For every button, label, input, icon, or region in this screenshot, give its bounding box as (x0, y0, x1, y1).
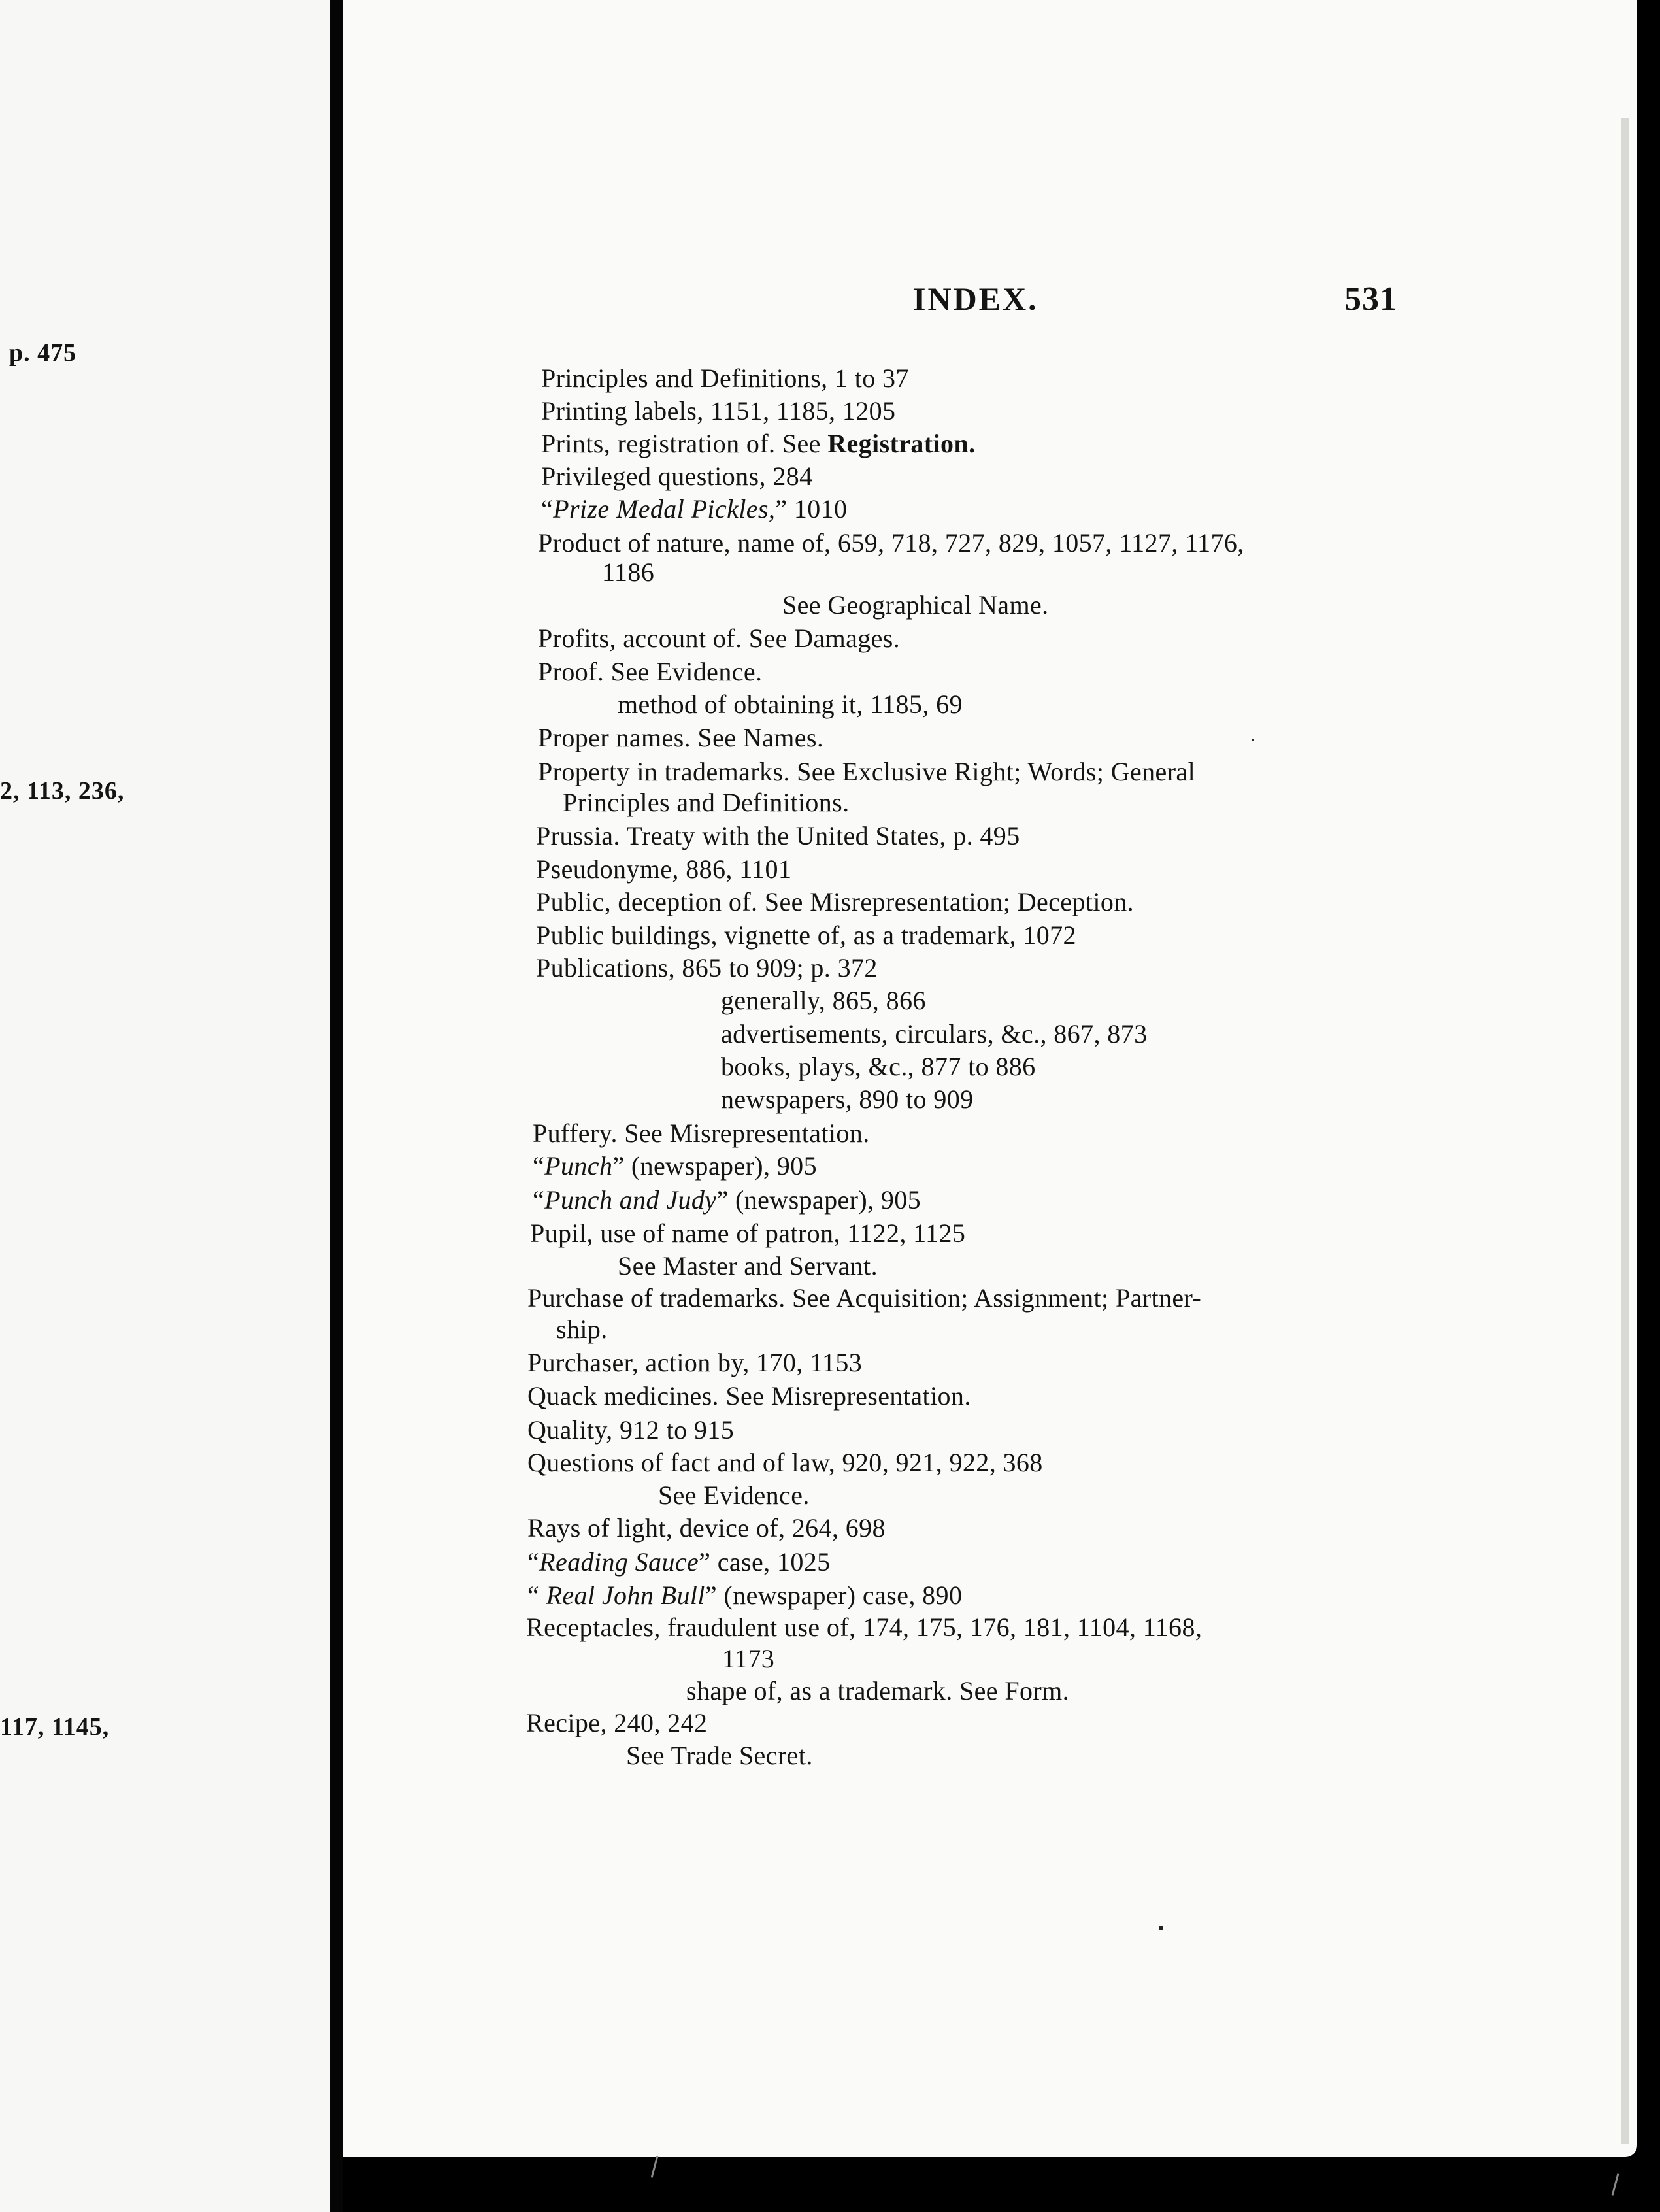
index-entry (527, 1415, 734, 1446)
index-entry-text: ” (newspaper) case, 890 (705, 1581, 963, 1610)
index-entry-text: Public buildings, vignette of, as a trademark, 1072 (536, 920, 1076, 950)
index-entry (536, 952, 878, 984)
index-entry (527, 1513, 886, 1544)
left-page-fragment: 2, 113, 236, (0, 777, 125, 805)
index-entry (527, 1381, 971, 1412)
index-entry-text: Pupil, use of name of patron, 1122, 1125 (530, 1218, 966, 1248)
index-entry-text: Prize Medal Pickles, (553, 494, 776, 524)
index-entry (721, 1051, 1036, 1082)
book-gutter (330, 0, 343, 2212)
index-entry (618, 1250, 878, 1282)
index-entry-text: ” 1010 (775, 494, 848, 524)
index-entry-text: ” (newspaper), 905 (716, 1185, 921, 1215)
film-scratch (651, 2156, 659, 2178)
index-entry (721, 985, 926, 1016)
index-entry-text: Real John Bull (546, 1581, 705, 1610)
index-entry (536, 886, 1134, 918)
index-entry-text: “ (527, 1547, 540, 1577)
index-entry (536, 920, 1076, 951)
index-entry-text: Recipe, 240, 242 (526, 1708, 708, 1737)
index-entry-text: Pseudonyme, 886, 1101 (536, 854, 792, 884)
index-entry (602, 557, 654, 588)
index-entry (538, 722, 823, 754)
index-entry-text: Privileged questions, 284 (541, 461, 813, 491)
index-entry (527, 1347, 862, 1379)
index-entry-text: Prussia. Treaty with the United States, p. 495 (536, 821, 1020, 850)
index-entry (721, 1084, 974, 1115)
index-entry-text: Principles and Definitions, 1 to 37 (541, 363, 909, 393)
index-entry-text: Profits, account of. See Damages. (538, 624, 901, 653)
index-entry-text: Punch and Judy (544, 1185, 717, 1215)
page-number: 531 (1344, 280, 1397, 318)
index-entry (541, 363, 909, 394)
index-entry-text: Principles and Definitions. (563, 788, 850, 817)
index-entry (782, 590, 1049, 621)
index-entry-text: Purchase of trademarks. See Acquisition; Assignment; Partner- (527, 1283, 1202, 1313)
index-entry (541, 395, 895, 427)
index-entry (530, 1218, 965, 1249)
ink-speck (1159, 1926, 1163, 1930)
index-entry-text: “ (533, 1185, 545, 1215)
index-entry (556, 1314, 608, 1345)
index-entry (722, 1643, 774, 1675)
index-entry (536, 854, 791, 885)
page-edge (1621, 118, 1629, 2144)
film-scratch (1612, 2173, 1619, 2196)
index-entry-text: See Master and Servant. (618, 1251, 878, 1281)
index-entry-text: Quality, 912 to 915 (527, 1415, 735, 1445)
index-entry-text: Receptacles, fraudulent use of, 174, 175, 176, 181, 1104, 1168, (526, 1613, 1203, 1642)
index-entry-text: Punch (544, 1151, 613, 1181)
index-entry-text: “ (527, 1581, 546, 1610)
index-entry-text: Rays of light, device of, 264, 698 (527, 1513, 886, 1543)
index-entry-text: See Geographical Name. (782, 590, 1049, 620)
index-entry-text: advertisements, circulars, &c., 867, 873 (721, 1019, 1148, 1048)
index-entry (658, 1480, 810, 1511)
index-entry-text: Product of nature, name of, 659, 718, 727, 829, 1057, 1127, 1176, (538, 528, 1244, 558)
index-entry (541, 428, 975, 460)
index-entry-text: ” case, 1025 (699, 1547, 831, 1577)
index-entry-text: shape of, as a trademark. See Form. (686, 1676, 1070, 1705)
index-entry-text: Printing labels, 1151, 1185, 1205 (541, 396, 896, 426)
index-entry-text: Property in trademarks. See Exclusive Right; Words; General (538, 757, 1196, 786)
index-entry (533, 1150, 817, 1182)
index-entry (626, 1740, 813, 1771)
index-entry-text: method of obtaining it, 1185, 69 (618, 690, 963, 719)
left-page-fragment: p. 475 (9, 339, 77, 367)
index-entry (527, 1447, 1043, 1479)
index-entry (526, 1612, 1202, 1643)
index-entry-text: Public, deception of. See Misrepresentation; Deception. (536, 887, 1135, 916)
right-page (343, 0, 1637, 2157)
index-entry (538, 623, 900, 654)
index-entry (541, 494, 847, 525)
index-entry-text: Registration. (827, 429, 976, 458)
index-entry (527, 1580, 962, 1611)
index-entry-text: “ (533, 1151, 545, 1181)
index-entry-text: Puffery. See Misrepresentation. (533, 1118, 870, 1148)
left-page (0, 0, 330, 2212)
index-entry-text: Purchaser, action by, 170, 1153 (527, 1348, 863, 1377)
index-entry-text: 1186 (602, 558, 655, 587)
running-head: INDEX. (913, 280, 1038, 317)
index-entry (536, 820, 1020, 852)
index-entry-text: Prints, registration of. See (541, 429, 828, 458)
index-entry (527, 1282, 1201, 1314)
index-entry-text: newspapers, 890 to 909 (721, 1084, 974, 1114)
index-entry-text: Publications, 865 to 909; p. 372 (536, 953, 878, 982)
index-entry-text: generally, 865, 866 (721, 986, 926, 1015)
index-entry-text: “ (541, 494, 554, 524)
ink-speck (1252, 739, 1254, 741)
index-entry (541, 461, 813, 492)
left-page-fragment: 117, 1145, (0, 1713, 110, 1741)
index-entry (526, 1707, 707, 1739)
index-entry-text: books, plays, &c., 877 to 886 (721, 1052, 1036, 1081)
index-entry (538, 656, 762, 688)
index-entry-text: ” (newspaper), 905 (612, 1151, 817, 1181)
index-entry-text: ship. (556, 1315, 608, 1344)
index-entry-text: Quack medicines. See Misrepresentation. (527, 1381, 971, 1411)
index-entry (538, 756, 1195, 788)
index-entry-text: See Trade Secret. (626, 1741, 813, 1770)
index-entry-text: Questions of fact and of law, 920, 921, 922, 368 (527, 1448, 1043, 1477)
index-entry (618, 689, 963, 720)
index-entry-text: Proof. See Evidence. (538, 657, 763, 686)
index-entry (563, 787, 850, 818)
index-entry-text: See Evidence. (658, 1481, 810, 1510)
index-entry-text: 1173 (722, 1644, 775, 1673)
index-entry (538, 528, 1244, 559)
index-entry-text: Proper names. See Names. (538, 723, 824, 752)
index-entry-text: Reading Sauce (539, 1547, 699, 1577)
index-entry (721, 1018, 1147, 1050)
index-entry (527, 1547, 831, 1578)
index-entry (533, 1118, 870, 1149)
index-entry (533, 1184, 921, 1216)
index-entry (686, 1675, 1069, 1707)
